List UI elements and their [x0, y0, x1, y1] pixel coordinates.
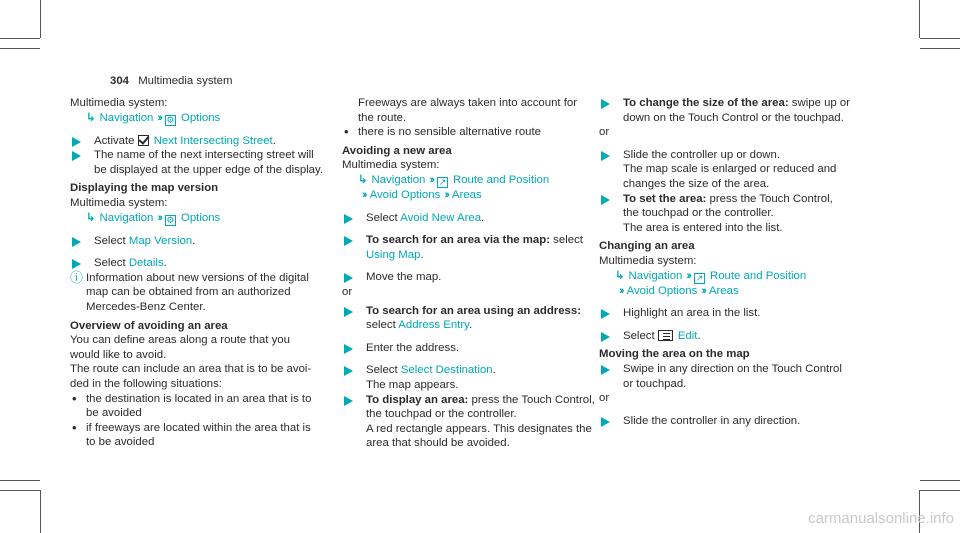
double-chevron-icon: ››	[157, 111, 161, 124]
step-activate-next-street: Activate Next Intersecting Street.	[70, 134, 328, 149]
double-chevron-icon: ››	[686, 269, 690, 282]
menu-item-navigation[interactable]: Navigation	[628, 269, 683, 282]
bullet-item: • if freeways are located within the area that is	[70, 421, 328, 436]
step-text: The map scale is enlarged or reduced and	[623, 163, 837, 176]
crop-mark	[920, 490, 960, 491]
menu-path	[599, 269, 871, 284]
column-2	[342, 96, 595, 451]
crop-mark	[920, 480, 960, 481]
menu-list-icon	[658, 330, 673, 341]
menu-item-select-destination[interactable]: Select Destination	[400, 364, 493, 377]
path-arrow-icon: ↳	[358, 173, 368, 186]
step-text: The name of the next intersecting street will	[70, 148, 328, 163]
step-select-avoid-new-area: Select Avoid New Area.	[342, 211, 590, 226]
menu-item-address-entry[interactable]: Address Entry	[398, 319, 469, 332]
body-text: Freeways are always taken into account for	[358, 97, 578, 109]
or-text: or	[599, 392, 610, 405]
bullet-item-cont: to be avoided	[86, 436, 155, 449]
menu-item-route-and-position[interactable]: Route and Position	[452, 173, 550, 186]
heading-moving-area: Moving the area on the map	[599, 348, 750, 361]
step-display-area: To display an area: press the Touch Control,	[342, 393, 590, 408]
crop-mark	[0, 480, 40, 481]
menu-item-edit[interactable]: Edit	[677, 329, 698, 342]
double-chevron-icon: ››	[444, 188, 448, 201]
step-highlight-area: Highlight an area in the list.	[599, 306, 871, 321]
step-text: changes the size of the area.	[623, 177, 770, 190]
menu-item-options[interactable]: Options	[180, 111, 221, 124]
step-search-via-address: To search for an area using an address:	[342, 304, 590, 319]
step-text: or touchpad.	[623, 377, 687, 390]
menu-path	[70, 211, 328, 226]
or-text: or	[342, 285, 353, 298]
navigation-icon: ↗	[438, 176, 447, 187]
menu-path-cont	[342, 188, 590, 203]
crop-mark	[40, 490, 41, 533]
menu-item-areas[interactable]: Areas	[451, 188, 482, 201]
step-move-map: Move the map.	[342, 270, 590, 285]
menu-path-label: Multimedia system:	[70, 196, 168, 209]
bullet-item: • there is no sensible alternative route	[342, 125, 590, 140]
crop-mark	[920, 38, 960, 39]
column-1	[70, 96, 328, 450]
info-note-text: Mercedes-Benz Center.	[86, 300, 206, 313]
step-text: the touchpad or the controller.	[366, 408, 517, 421]
body-text: You can define areas along a route that you	[70, 334, 290, 347]
double-chevron-icon: ››	[619, 284, 623, 297]
menu-item-navigation[interactable]: Navigation	[371, 173, 426, 186]
step-change-size: To change the size of the area: swipe up or	[599, 96, 871, 111]
path-arrow-icon: ↳	[615, 269, 625, 282]
step-text: select Address Entry.	[366, 319, 473, 332]
watermark: carmanualsonline.info	[808, 510, 954, 528]
menu-path-label: Multimedia system:	[599, 254, 697, 267]
checkbox-icon	[138, 135, 149, 146]
menu-item-areas[interactable]: Areas	[708, 284, 739, 297]
double-chevron-icon: ››	[429, 173, 433, 186]
gear-icon: ⚙	[166, 214, 175, 225]
heading-map-version: Displaying the map version	[70, 182, 219, 195]
crop-mark	[0, 490, 40, 491]
crop-mark	[0, 38, 40, 39]
info-note: ⓘ Information about new versions of the digital	[70, 269, 309, 285]
menu-item-map-version[interactable]: Map Version	[128, 234, 193, 247]
double-chevron-icon: ››	[701, 284, 705, 297]
step-text: the touchpad or the controller.	[623, 207, 774, 220]
menu-path	[70, 111, 328, 126]
step-text: A red rectangle appears. This designates the	[366, 422, 592, 435]
path-arrow-icon: ↳	[86, 111, 96, 124]
step-set-area: To set the area: press the Touch Control,	[599, 192, 871, 207]
step-text: Using Map.	[366, 248, 424, 261]
menu-item-avoid-options[interactable]: Avoid Options	[626, 284, 698, 297]
menu-item-using-map[interactable]: Using Map	[366, 248, 421, 261]
info-note-text: map can be obtained from an authorized	[86, 286, 291, 299]
menu-path-label: Multimedia system:	[342, 159, 440, 172]
heading-overview-avoiding: Overview of avoiding an area	[70, 319, 228, 332]
body-text: The route can include an area that is to be avoi-	[70, 363, 312, 376]
menu-item-route-and-position[interactable]: Route and Position	[709, 269, 807, 282]
crop-mark	[0, 48, 40, 49]
step-select-map-version: Select Map Version.	[70, 234, 328, 249]
body-text: the route.	[358, 111, 407, 124]
column-3	[599, 96, 871, 428]
step-enter-address: Enter the address.	[342, 341, 590, 356]
gear-icon: ⚙	[166, 114, 175, 125]
menu-item-avoid-new-area[interactable]: Avoid New Area	[400, 211, 482, 224]
body-text: ded in the following situations:	[70, 377, 222, 390]
step-slide-controller: Slide the controller up or down.	[599, 148, 871, 163]
double-chevron-icon: ››	[157, 211, 161, 224]
bullet-item: • the destination is located in an area that is to	[70, 392, 328, 407]
step-text: area that should be avoided.	[366, 437, 510, 450]
heading-avoiding-new-area: Avoiding a new area	[342, 144, 452, 157]
step-slide-any-direction: Slide the controller in any direction.	[599, 414, 871, 429]
step-text: be displayed at the upper edge of the display.	[94, 163, 324, 176]
menu-item-options[interactable]: Options	[180, 211, 221, 224]
bullet-item-cont: be avoided	[86, 407, 142, 420]
step-text: The map appears.	[366, 378, 459, 391]
step-select-details: Select Details.	[70, 256, 328, 271]
step-select-destination: Select Select Destination.	[342, 363, 590, 378]
menu-item-navigation[interactable]: Navigation	[99, 111, 154, 124]
step-search-via-map: To search for an area via the map: select	[342, 233, 590, 248]
crop-mark	[40, 0, 41, 38]
page-header	[110, 74, 233, 89]
menu-item-navigation[interactable]: Navigation	[99, 211, 154, 224]
step-text: down on the Touch Control or the touchpad.	[623, 111, 844, 124]
step-text: The area is entered into the list.	[623, 221, 783, 234]
step-swipe: Swipe in any direction on the Touch Control	[599, 362, 871, 377]
menu-item-avoid-options[interactable]: Avoid Options	[369, 188, 441, 201]
step-select-edit: Select Edit.	[599, 329, 871, 344]
double-chevron-icon: ››	[362, 188, 366, 201]
heading-changing-area: Changing an area	[599, 240, 695, 253]
info-icon: ⓘ	[70, 269, 84, 285]
menu-path-label: Multimedia system:	[70, 97, 168, 109]
page-number: 304	[110, 75, 130, 87]
menu-item-details[interactable]: Details	[128, 257, 164, 270]
menu-path	[342, 173, 590, 188]
crop-mark	[920, 48, 960, 49]
menu-path-cont	[599, 284, 871, 299]
crop-mark	[919, 0, 920, 38]
path-arrow-icon: ↳	[86, 211, 96, 224]
body-text: would like to avoid.	[70, 348, 167, 361]
navigation-icon: ↗	[695, 272, 704, 283]
menu-item-next-intersecting-street[interactable]: Next Intersecting Street	[153, 134, 273, 147]
or-text: or	[599, 126, 610, 139]
section-title: Multimedia system	[138, 75, 233, 87]
